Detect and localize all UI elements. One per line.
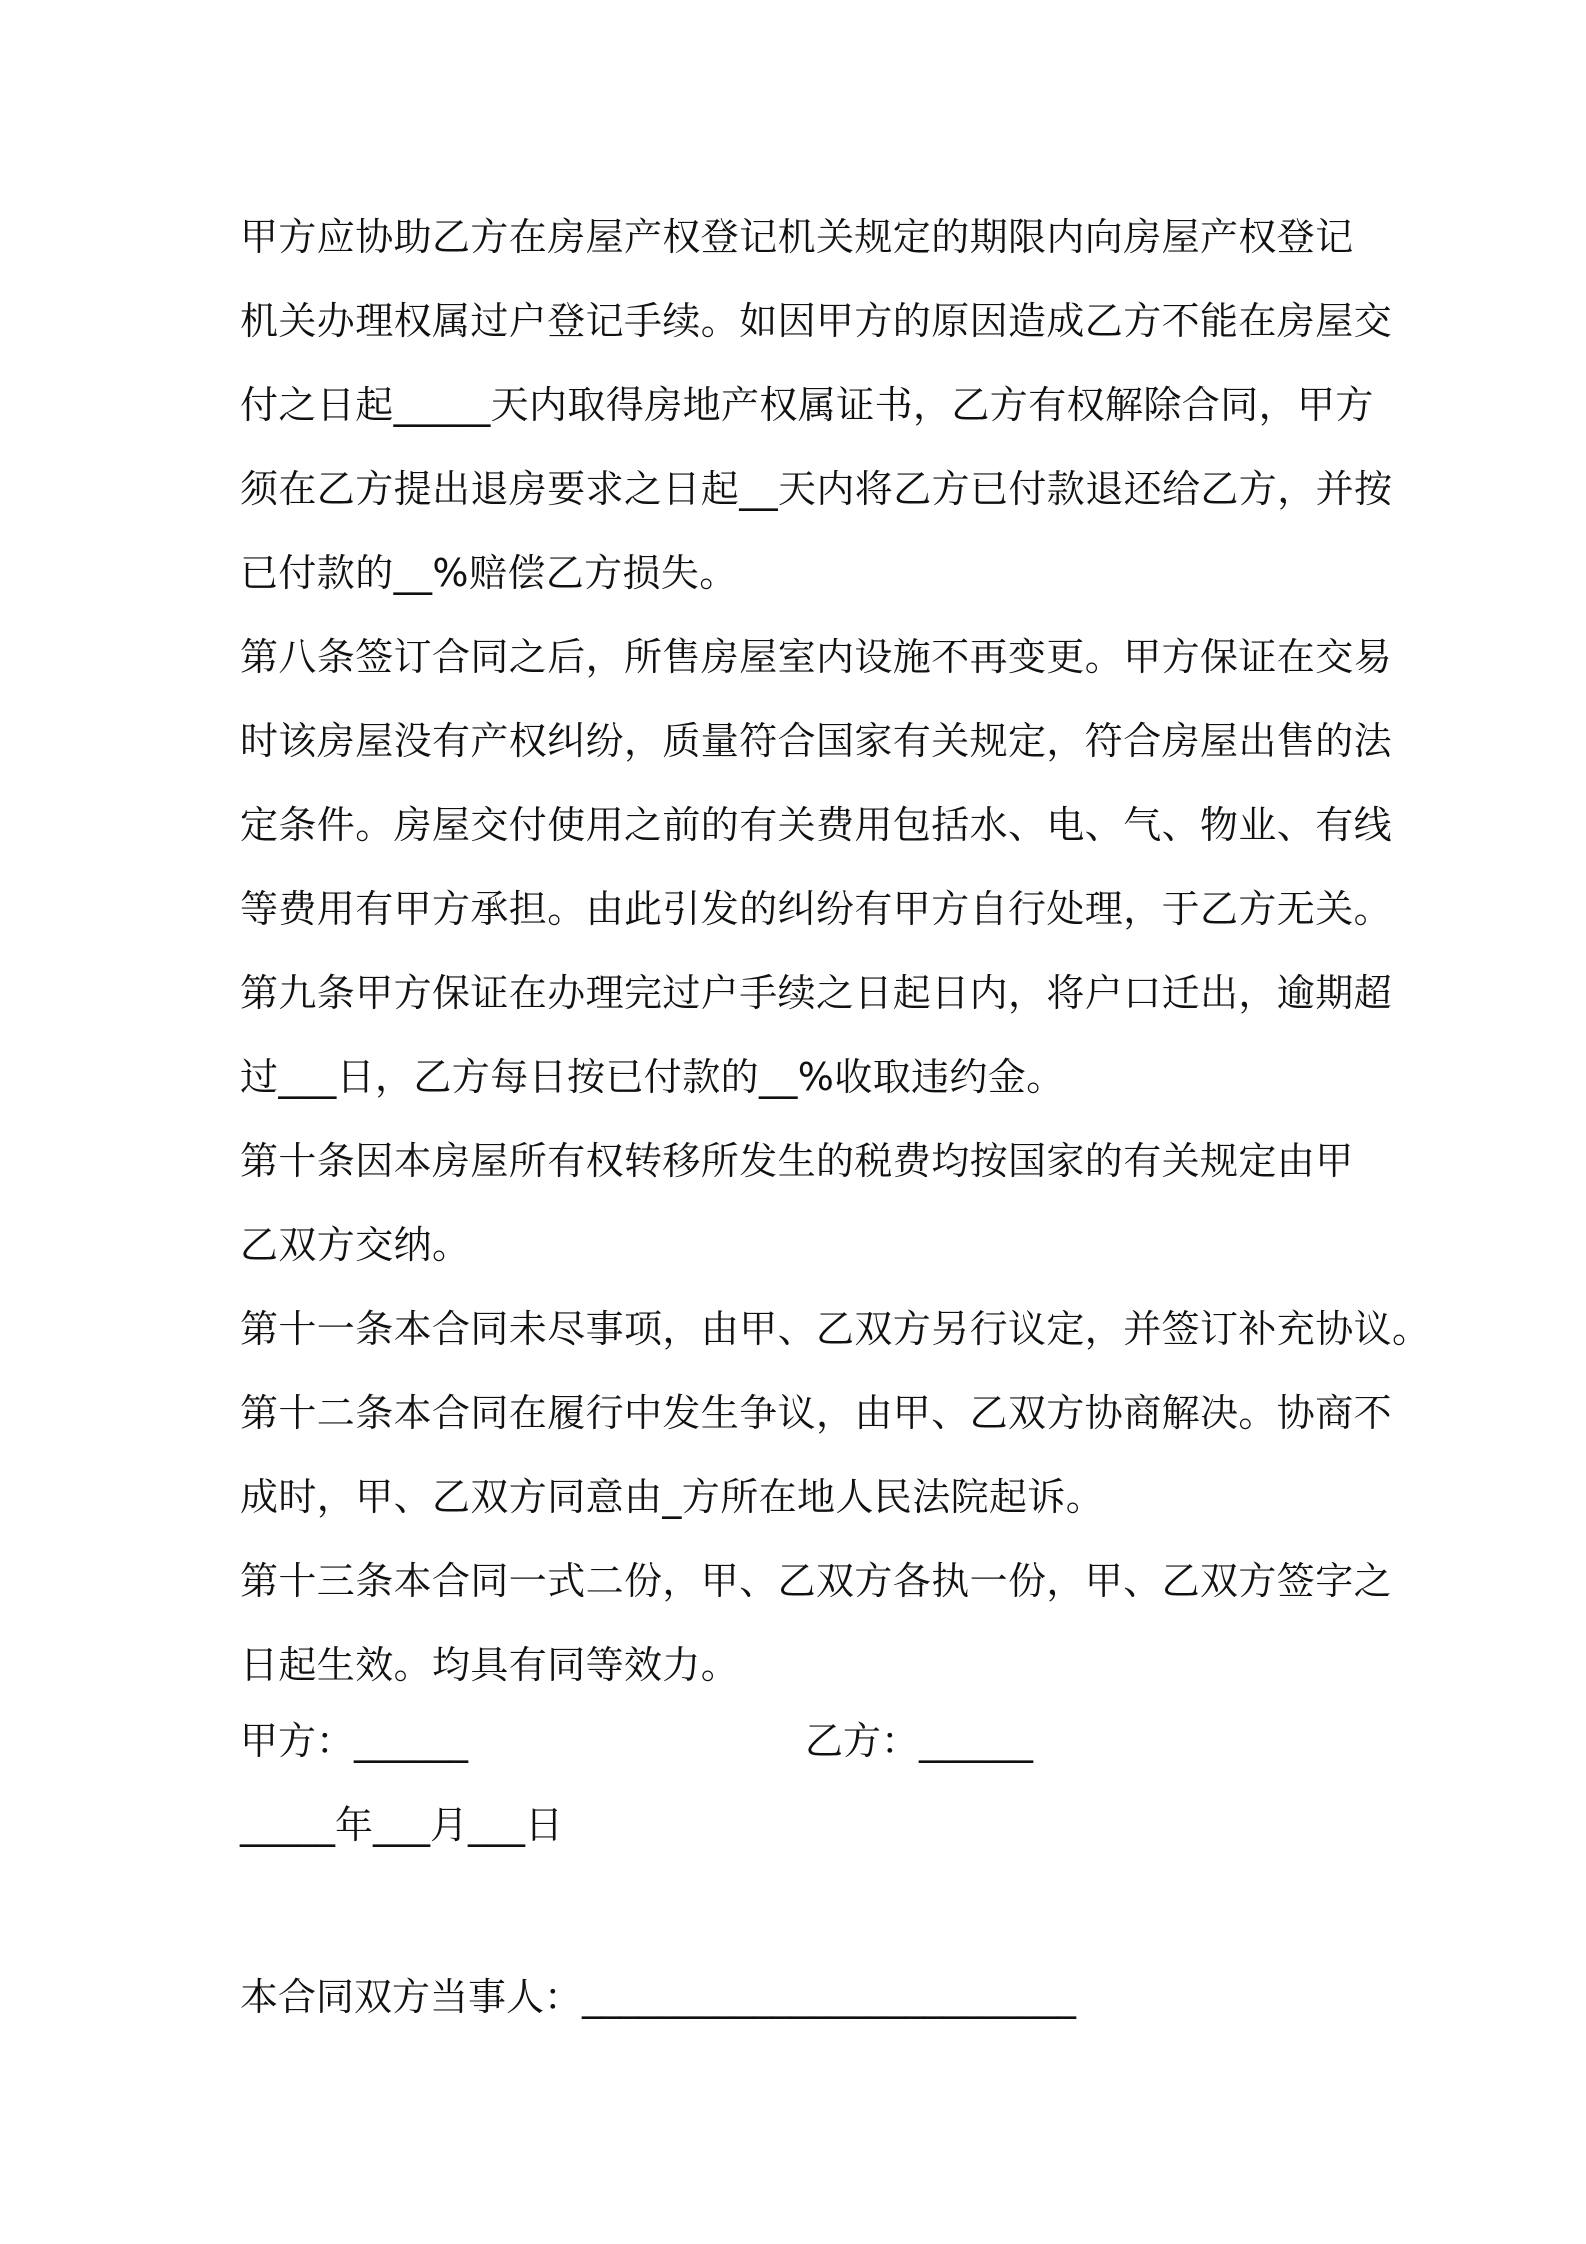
text-line: 第八条签订合同之后，所售房屋室内设施不再变更。甲方保证在交易 — [240, 635, 1393, 679]
text-line: 机关办理权属过户登记手续。如因甲方的原因造成乙方不能在房屋交 — [240, 299, 1393, 343]
text-line: 第九条甲方保证在办理完过户手续之日起日内，将户口迁出，逾期超 — [240, 971, 1393, 1015]
text-line: 第十一条本合同未尽事项，由甲、乙双方另行议定，并签订补充协议。 — [240, 1307, 1431, 1351]
party-b-signature: 乙方：______ — [805, 1719, 1034, 1763]
text-line: 乙双方交纳。 — [240, 1223, 471, 1267]
text-line: 须在乙方提出退房要求之日起__天内将乙方已付款退还给乙方，并按 — [240, 467, 1393, 511]
text-line: 时该房屋没有产权纠纷，质量符合国家有关规定，符合房屋出售的法 — [240, 719, 1393, 763]
text-line: 等费用有甲方承担。由此引发的纠纷有甲方自行处理，于乙方无关。 — [240, 887, 1393, 931]
text-line: 日起生效。均具有同等效力。 — [240, 1643, 740, 1687]
text-line: 定条件。房屋交付使用之前的有关费用包括水、电、气、物业、有线 — [240, 803, 1393, 847]
contract-body — [240, 195, 1431, 1707]
text-line: 甲方应协助乙方在房屋产权登记机关规定的期限内向房屋产权登记 — [240, 215, 1354, 259]
signature-row — [240, 1699, 1360, 1783]
text-line: 过___日，乙方每日按已付款的__%收取违约金。 — [240, 1055, 1065, 1099]
date-line: _____年___月___日 — [240, 1803, 564, 1847]
party-a-signature: 甲方：______ — [240, 1719, 469, 1763]
text-line: 第十条因本房屋所有权转移所发生的税费均按国家的有关规定由甲 — [240, 1139, 1354, 1183]
text-line: 已付款的__%赔偿乙方损失。 — [240, 551, 738, 595]
text-line: 第十二条本合同在履行中发生争议，由甲、乙双方协商解决。协商不 — [240, 1391, 1393, 1435]
text-line: 付之日起_____天内取得房地产权属证书，乙方有权解除合同，甲方 — [240, 383, 1374, 427]
text-line: 第十三条本合同一式二份，甲、乙双方各执一份，甲、乙双方签字之 — [240, 1559, 1393, 1603]
parties-line: 本合同双方当事人：__________________________ — [240, 1975, 1077, 2019]
text-line: 成时，甲、乙双方同意由_方所在地人民法院起诉。 — [240, 1475, 1105, 1519]
